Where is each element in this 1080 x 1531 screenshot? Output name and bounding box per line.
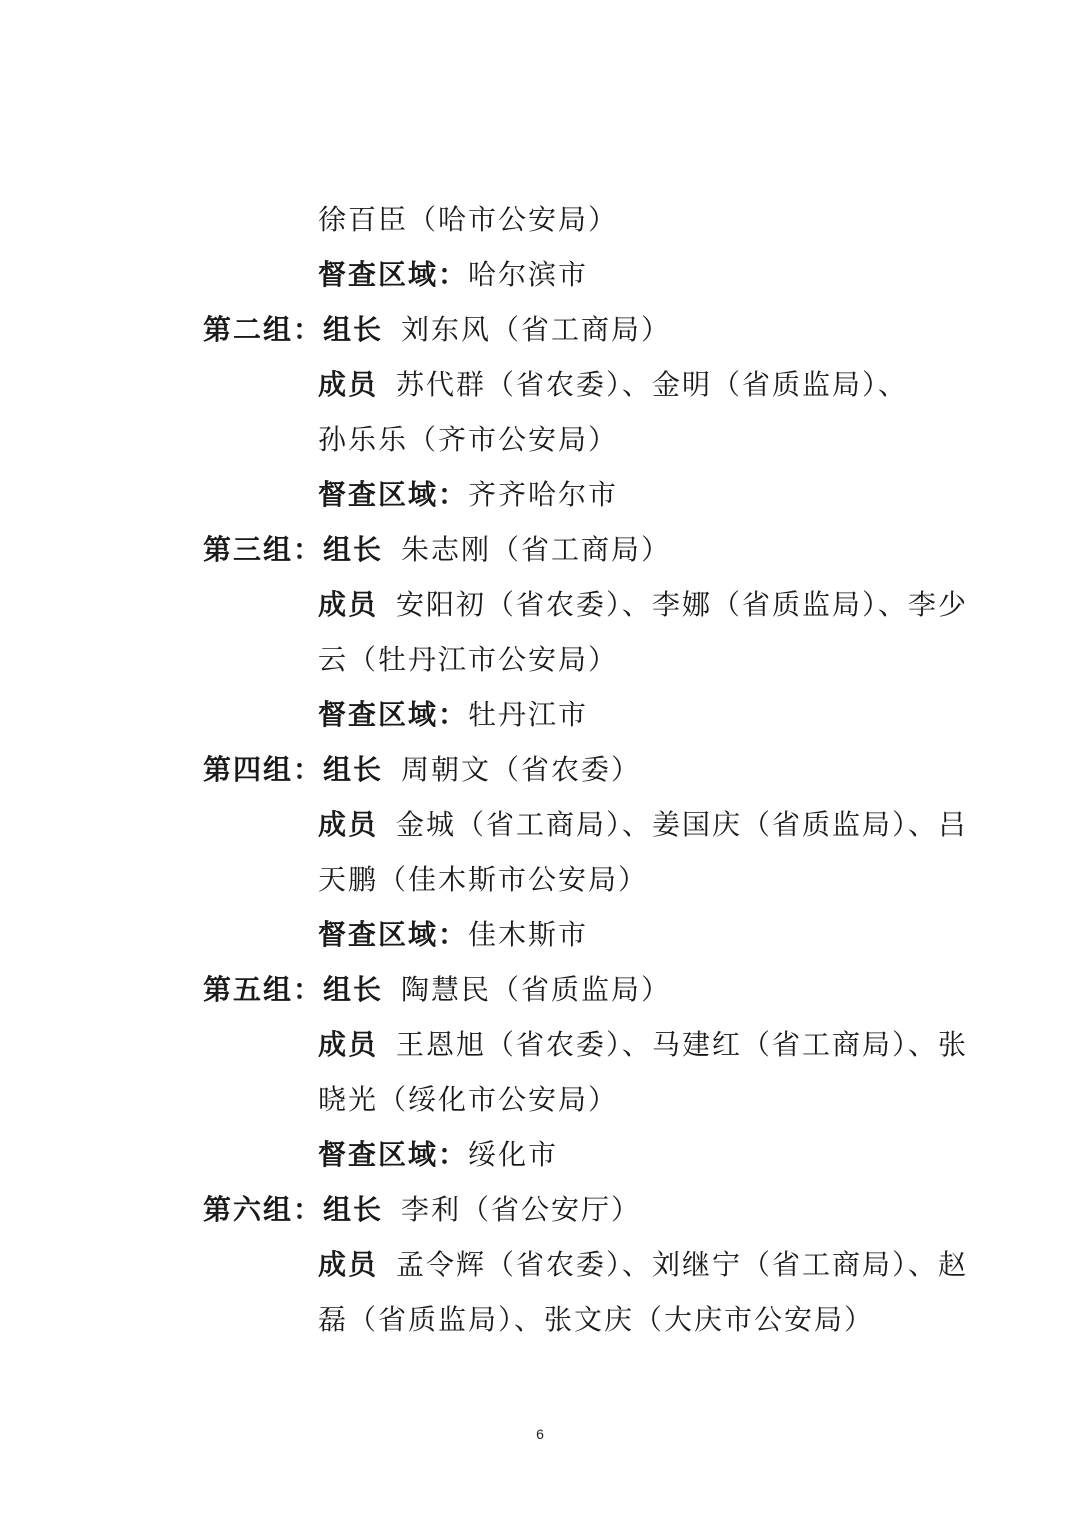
members-line [318,585,968,625]
region-line: 督查区域：牡丹江市 [318,698,589,731]
members-value: 王恩旭（省农委）、马建红（省工商局）、张 [396,1028,969,1061]
group-leader-line [203,310,671,350]
group-leader-line [203,970,671,1010]
members-line [318,1025,968,1065]
page-number: 6 [536,1426,544,1442]
group-leader-line [203,750,641,790]
leader-label: 组长 [323,973,384,1006]
members-value: 苏代群（省农委）、金明（省质监局）、 [396,368,909,401]
members-label: 成员 [318,588,379,621]
leader-value: 周朝文（省农委） [401,753,642,786]
group-name: 第四组： [203,753,324,786]
region-line: 督查区域：佳木斯市 [318,918,589,951]
members-value: 孟令辉（省农委）、刘继宁（省工商局）、赵 [396,1248,969,1281]
members-continuation-line: 晓光（绥化市公安局） [318,1083,619,1116]
members-label: 成员 [318,368,379,401]
region-line: 督查区域：齐齐哈尔市 [318,478,619,511]
group-name: 第二组： [203,313,324,346]
members-label: 成员 [318,1248,379,1281]
members-line [318,1245,968,1285]
members-label: 成员 [318,1028,379,1061]
members-continuation-line: 磊（省质监局）、张文庆（大庆市公安局） [318,1303,875,1336]
region-line: 督查区域：哈尔滨市 [318,258,589,291]
members-continuation-line: 天鹏（佳木斯市公安局） [318,863,649,896]
member-continuation-line: 徐百臣（哈市公安局） [318,203,619,236]
region-line: 督查区域：绥化市 [318,1138,559,1171]
leader-value: 陶慧民（省质监局） [401,973,672,1006]
group-name: 第六组： [203,1193,324,1226]
members-continuation-line: 云（牡丹江市公安局） [318,643,619,676]
leader-value: 刘东风（省工商局） [401,313,672,346]
members-value: 安阳初（省农委）、李娜（省质监局）、李少 [396,588,969,621]
leader-label: 组长 [323,753,384,786]
members-continuation-line: 孙乐乐（齐市公安局） [318,423,619,456]
group-name: 第五组： [203,973,324,1006]
group-name: 第三组： [203,533,324,566]
group-leader-line [203,530,671,570]
leader-value: 朱志刚（省工商局） [401,533,672,566]
group-leader-line [203,1190,641,1230]
leader-label: 组长 [323,533,384,566]
members-value: 金城（省工商局）、姜国庆（省质监局）、吕 [396,808,969,841]
members-line [318,805,968,845]
members-line [318,365,908,405]
leader-label: 组长 [323,313,384,346]
leader-value: 李利（省公安厅） [401,1193,642,1226]
members-label: 成员 [318,808,379,841]
leader-label: 组长 [323,1193,384,1226]
